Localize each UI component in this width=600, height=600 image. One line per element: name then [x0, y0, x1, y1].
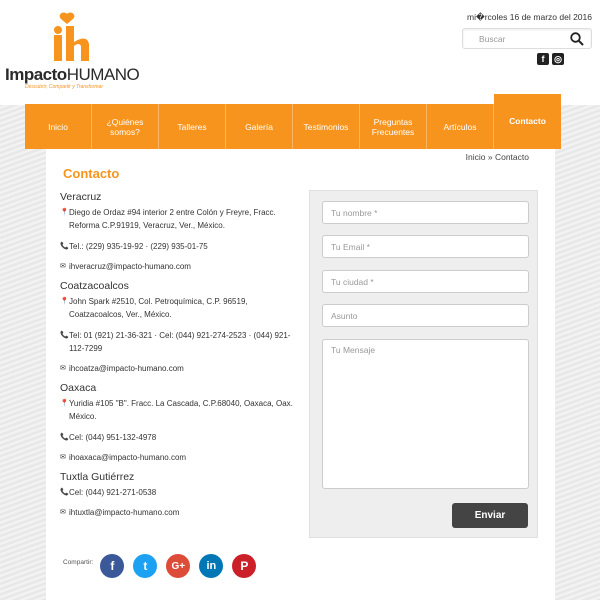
office-address	[60, 397, 300, 423]
map-marker-icon: 📍	[60, 298, 69, 305]
city-field[interactable]	[323, 271, 528, 292]
office-phone	[60, 486, 300, 499]
office-address	[60, 295, 300, 321]
office-email-link[interactable]: ihtuxtla@impacto-humano.com	[69, 508, 180, 517]
map-marker-icon: 📍	[60, 400, 69, 407]
envelope-icon: ✉	[60, 365, 66, 372]
page-title: Contacto	[63, 166, 120, 181]
nav-item-preguntas-frecuentes[interactable]: Preguntas Frecuentes	[360, 104, 427, 149]
pinterest-icon[interactable]: P	[232, 554, 256, 578]
office-name: Coatzacoalcos	[60, 280, 129, 292]
contact-form	[309, 190, 538, 538]
linkedin-icon[interactable]: in	[199, 554, 223, 578]
nav-item-galeria[interactable]: Galería	[226, 104, 293, 149]
main-nav	[25, 104, 561, 149]
nav-item-talleres[interactable]: Talleres	[159, 104, 226, 149]
breadcrumb	[466, 152, 529, 162]
logo-tagline: Descubrir, Compartir y Transformar	[25, 84, 103, 90]
logo-wordmark	[5, 65, 139, 85]
twitter-icon[interactable]: t	[133, 554, 157, 578]
city-field-wrap	[322, 270, 529, 293]
breadcrumb-home-link[interactable]: Inicio	[465, 152, 486, 162]
office-email-link[interactable]: ihoaxaca@impacto-humano.com	[69, 453, 187, 462]
map-marker-icon: 📍	[60, 209, 69, 216]
office-address	[60, 206, 300, 232]
email-field-wrap	[322, 235, 529, 258]
facebook-icon[interactable]: f	[537, 53, 549, 65]
share-bar	[63, 554, 265, 578]
google-plus-icon[interactable]: G+	[166, 554, 190, 578]
office-address-text: Diego de Ordaz #94 interior 2 entre Colón y Freyre, Fracc. Reforma C.P.91919, Veracruz, Ver., México.	[69, 208, 276, 230]
search-box	[462, 28, 592, 49]
office-veracruz	[60, 191, 300, 273]
nav-item-articulos[interactable]: Artículos	[427, 104, 494, 149]
nav-item-inicio[interactable]: Inicio	[25, 104, 92, 149]
offices-list	[60, 191, 300, 526]
facebook-icon[interactable]: f	[100, 554, 124, 578]
office-oaxaca	[60, 382, 300, 464]
office-phone-text: Cel: (044) 921-271-0538	[69, 488, 157, 497]
breadcrumb-separator: »	[487, 152, 493, 162]
nav-item-quienes-somos[interactable]: ¿Quiénes somos?	[92, 104, 159, 149]
search-input[interactable]	[463, 30, 563, 49]
office-name: Tuxtla Gutiérrez	[60, 471, 135, 483]
office-email	[60, 362, 300, 375]
office-phone-text: Cel: (044) 951-132-4978	[69, 433, 157, 442]
office-address-text: John Spark #2510, Col. Petroquímica, C.P. 96519, Coatzacoalcos, Ver., México.	[69, 297, 248, 319]
phone-icon: 📞	[60, 489, 69, 496]
office-coatzacoalcos	[60, 280, 300, 375]
office-phone-text: Tel.: (229) 935-19-92 · (229) 935-01-75	[69, 242, 208, 251]
message-field-wrap	[322, 339, 529, 489]
subject-field-wrap	[322, 304, 529, 327]
office-email	[60, 451, 300, 464]
instagram-icon[interactable]: ◎	[552, 53, 564, 65]
office-name: Veracruz	[60, 191, 102, 203]
header-social	[537, 53, 564, 65]
site-header	[0, 0, 600, 105]
logo-word-bold: Impacto	[5, 65, 67, 84]
office-email	[60, 506, 300, 519]
office-phone-text: Tel: 01 (921) 21-36-321 · Cel: (044) 921-274-2523 · (044) 921-112-7299	[69, 331, 291, 353]
office-phone	[60, 431, 300, 444]
message-field[interactable]	[323, 340, 528, 488]
nav-item-contacto[interactable]: Contacto	[494, 94, 561, 149]
search-icon[interactable]	[570, 32, 584, 46]
site-logo[interactable]	[5, 10, 140, 90]
phone-icon: 📞	[60, 434, 69, 441]
share-label: Compartir:	[63, 558, 94, 566]
office-phone	[60, 240, 300, 253]
envelope-icon: ✉	[60, 263, 66, 270]
office-phone	[60, 329, 300, 355]
office-address-text: Yuridia #105 "B". Fracc. La Cascada, C.P.68040, Oaxaca, Oax. México.	[69, 399, 293, 421]
phone-icon: 📞	[60, 332, 69, 339]
current-date: mi�rcoles 16 de marzo del 2016	[467, 12, 592, 22]
main-content	[46, 149, 555, 600]
office-email-link[interactable]: ihcoatza@impacto-humano.com	[69, 364, 184, 373]
office-email-link[interactable]: ihveracruz@impacto-humano.com	[69, 262, 191, 271]
nav-item-testimonios[interactable]: Testimonios	[293, 104, 360, 149]
subject-field[interactable]	[323, 305, 528, 326]
submit-button[interactable]: Enviar	[452, 503, 528, 528]
office-name: Oaxaca	[60, 382, 97, 394]
phone-icon: 📞	[60, 243, 69, 250]
name-field[interactable]	[323, 202, 528, 223]
office-tuxtla	[60, 471, 300, 519]
office-email	[60, 260, 300, 273]
breadcrumb-current: Contacto	[494, 152, 529, 162]
email-field[interactable]	[323, 236, 528, 257]
envelope-icon: ✉	[60, 454, 66, 461]
logo-mark-icon	[49, 12, 97, 64]
envelope-icon: ✉	[60, 509, 66, 516]
logo-word-light: HUMANO	[66, 65, 140, 84]
name-field-wrap	[322, 201, 529, 224]
